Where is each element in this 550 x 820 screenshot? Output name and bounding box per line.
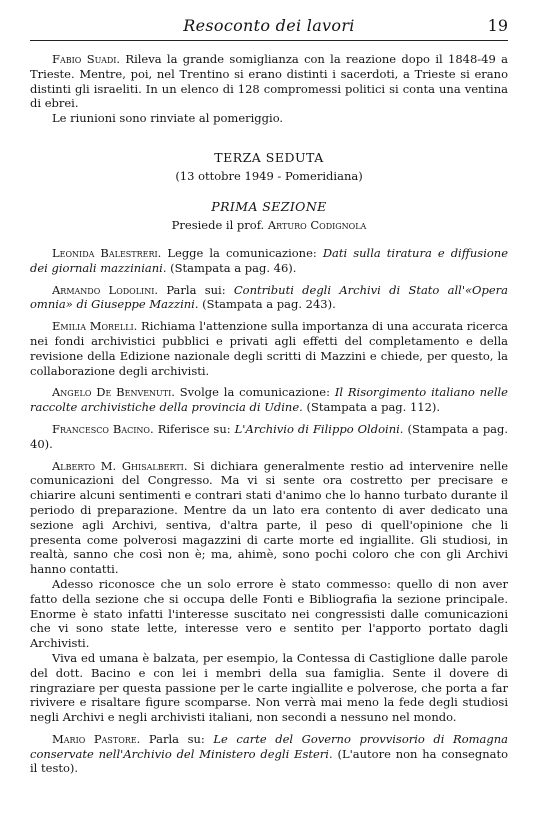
entry-paragraph [30,319,508,378]
entry-pre: Legge la comunicazione: [167,245,317,260]
speaker-name: Alberto M. Ghisalberti. [52,458,188,473]
paragraph-text: Si dichiara generalmente restio ad intervenire nelle comunicazioni del Congresso. Ma vi si sente ora costretto per precisare e chiarire alcuni sentimenti e contrari stati d'animo che lo hanno turbato durante il periodo di preparazione. Mentre da un lato era contento di aver dedicato una sezione agli Archivi, sentiva, d'altra parte, il peso di quell'opinione che li presenta come polverosi magazzini di carte morte ed ingiallite. Gli studiosi, in realtà, sanno che così non è; ma, ahimè, sono pochi coloro che con gli Archivi hanno contatti. [30,458,509,577]
entry-post: (Stampata a pag. 46). [170,260,297,275]
entry-pre: Parla sui: [166,282,226,297]
entry-pre: Riferisce su: [157,421,231,436]
section-title: PRIMA SEZIONE [211,198,327,214]
entry-pre: Richiama l'attenzione sulla importanza di una accurata ricerca nei fondi archivistici pubblici e privati agli effetti del completamento e della revisione della Edizione nazionale degli scritti di Mazzini e chiede, per questo, la collaborazione degli archivisti. [30,319,509,378]
session-date: (13 ottobre 1949 - Pomeridiana) [175,168,363,183]
presides-line [30,218,508,232]
speaker-name: Mario Pastore. [52,731,141,746]
speaker-name: Armando Lodolini. [52,282,159,297]
ghisalberti-paragraph-1 [30,459,508,577]
entry-title: L'Archivio di Filippo Oldoini. [234,421,404,436]
entry-post: (Stampata a pag. 243). [202,297,336,312]
entry-pre: Parla su: [148,731,205,746]
page-number: 19 [487,16,508,35]
paragraph-text: Rileva la grande somiglianza con la reazione dopo il 1848-49 a Trieste. Mentre, poi, nel Trentino si erano distinti i sacerdoti, a Trieste si erano distinti gli israeliti. In un elenco di 128 compromessi politici si conta una ventina di ebrei. [30,52,508,111]
body-text [30,52,508,776]
entry-pre: Svolge la comunicazione: [179,385,330,400]
entry-title: Contributi degli Archivi di Stato all'«Opera omnia» di Giuseppe Mazzini. [30,282,508,312]
pastore-paragraph [30,732,508,776]
entry-paragraph [30,422,508,452]
presides-name: Arturo Codignola [267,217,367,232]
running-title: Resoconto dei lavori [183,16,355,35]
adjourn-note: Le riunioni sono rinviate al pomeriggio. [52,111,284,126]
entry-title: Le carte del Governo provvisorio di Romagna conservate nell'Archivio del Ministero degli Esteri. [30,731,509,761]
entry-post: (L'autore non ha consegnato il testo). [30,746,509,776]
entry-post: (Stampata a pag. 40). [30,421,509,451]
entry-paragraph [30,385,508,415]
ghisalberti-paragraph-3: Viva ed umana è balzata, per esempio, la Contessa di Castiglione dalle parole del dott. Bacino e con lei i membri della sua famiglia. Sente il dovere di ringraziare per questa passione per le carte ingiallite e polverose, che porta a far rivivere e risaltare figure scomparse. Non verrà mai meno la fede degli studiosi negli Archivi e negli archivisti italiani, non secondi a nessuno nel mondo. [30,650,508,725]
speaker-name: Angelo De Benvenuti. [52,385,175,400]
ghisalberti-paragraph-2: Adesso riconosce che un solo errore è stato commesso: quello di non aver fatto della sezione che si occupa delle Fonti e Bibliografia la sezione principale. Enorme è stato infatti l'interesse suscitato nei congressisti dalle comunicazioni che vi sono state lette, interesse vero e sentito per l'apporto portato dagli Archivisti. [30,576,508,651]
speaker-name: Leonida Balestreri. [52,245,162,260]
entry-paragraph [30,246,508,276]
running-head [30,14,508,41]
speaker-name: Francesco Bacino. [52,421,154,436]
presides-text: Presiede il prof. [171,217,265,232]
speaker-name: Fabio Suadi. [52,52,121,66]
entry-title: Il Risorgimento italiano nelle raccolte archivistiche della provincia di Udine. [30,385,508,415]
session-heading [30,150,508,232]
speaker-name: Emilia Morelli. [52,319,138,334]
entry-paragraph [30,283,508,313]
entry-title: Dati sulla tiratura e diffusione dei giornali mazziniani. [30,245,509,275]
intro-paragraph [30,52,508,111]
session-title: TERZA SEDUTA [214,149,324,165]
entry-post: (Stampata a pag. 112). [306,400,441,415]
